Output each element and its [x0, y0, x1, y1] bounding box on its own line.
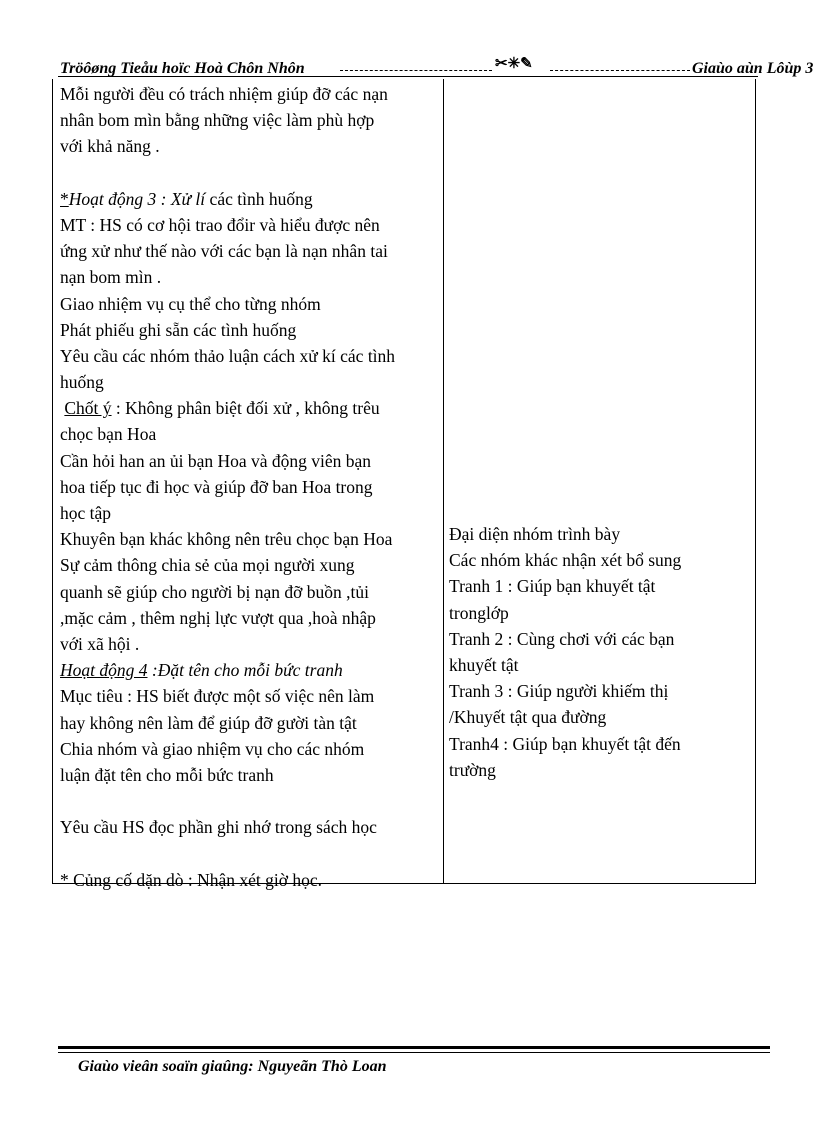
- header-rule: [58, 76, 758, 77]
- activity-4-title: Hoạt động 4: [60, 660, 148, 681]
- text-line: Mục tiêu : HS biết được một số việc nên làm: [60, 686, 375, 707]
- memo-line: Yêu cầu HS đọc phần ghi nhớ trong sách học: [60, 817, 377, 838]
- blank-line: [60, 788, 440, 814]
- text-line: học tập: [60, 503, 112, 523]
- text-line: Tranh4 : Giúp bạn khuyết tật đến: [449, 733, 681, 754]
- bullet-star: *: [60, 188, 69, 209]
- closing-line: * Củng cố dặn dò : Nhận xét giờ học.: [60, 869, 322, 890]
- text-line: với xã hội .: [60, 633, 140, 654]
- text-line: Tranh 1 : Giúp bạn khuyết tật: [449, 576, 656, 597]
- text-line: hay không nên làm để giúp đỡ gười tàn tật: [60, 712, 357, 733]
- text-line: chọc bạn Hoa: [60, 424, 157, 445]
- blank-line: [60, 840, 440, 866]
- text-line: với khả năng .: [60, 136, 160, 157]
- text-line: Mỗi người đều có trách nhiệm giúp đỡ các nạn: [60, 84, 388, 104]
- text-line: MT : HS có cơ hội trao đổir và hiểu được nên: [60, 214, 380, 235]
- activity-4-heading: [60, 657, 440, 683]
- text-line: Tranh 3 : Giúp người khiếm thị: [449, 681, 669, 702]
- conclusion-line: [60, 395, 440, 421]
- text-line: Các nhóm khác nhận xét bổ sung: [449, 550, 682, 571]
- teacher-activities-column: [60, 81, 440, 893]
- book-ornament-icon: ✂✳✎: [495, 56, 533, 72]
- text-line: luận đặt tên cho mỗi bức tranh: [60, 764, 274, 785]
- text-line: Phát phiếu ghi sẵn các tình huống: [60, 319, 297, 340]
- activity-4-title-rest: :Đặt tên cho mỗi bức tranh: [147, 660, 343, 681]
- school-name: Tröôøng Tieåu hoïc Hoà Chôn Nhôn: [60, 60, 305, 77]
- text-line: ứng xử như thế nào với các bạn là nạn nhân tai: [60, 241, 388, 262]
- text-line: Đại diện nhóm trình bày: [449, 524, 621, 544]
- text-line: khuyết tật: [449, 654, 519, 675]
- text-line: Chia nhóm và giao nhiệm vụ cho các nhóm: [60, 738, 365, 759]
- text-line: nạn bom mìn .: [60, 267, 162, 288]
- blank-line: [60, 160, 440, 186]
- text-line: quanh sẽ giúp cho người bị nạn đỡ buồn ,tủi: [60, 581, 369, 602]
- footer-teacher: Giaùo vieân soaïn giaûng: Nguyeãn Thò Loan: [78, 1058, 387, 1075]
- text-line: Cần hỏi han an ủi bạn Hoa và động viên bạn: [60, 450, 372, 471]
- grade-label: Giaùo aùn Lôùp 3: [692, 60, 814, 77]
- student-activities-column: [449, 521, 749, 783]
- text-line: Giao nhiệm vụ cụ thể cho từng nhóm: [60, 293, 321, 314]
- text-line: trường: [449, 759, 496, 780]
- activity-3-heading: [60, 186, 440, 212]
- text-line: ,mặc cảm , thêm nghị lực vượt qua ,hoà nhập: [60, 607, 376, 628]
- text-line: nhân bom mìn bằng những việc làm phù hợp: [60, 110, 375, 131]
- text-line: tronglớp: [449, 602, 509, 623]
- header-dash-right: [550, 70, 690, 71]
- header-dash-left: [340, 70, 492, 71]
- text-line: Khuyên bạn khác không nên trêu chọc bạn Hoa: [60, 529, 393, 550]
- footer-rule-thin: [58, 1052, 770, 1053]
- footer-rule-thick: [58, 1046, 770, 1049]
- text-line: hoa tiếp tục đi học và giúp đỡ ban Hoa trong: [60, 476, 373, 497]
- text-line: huống: [60, 372, 104, 393]
- text-line: Sự cảm thông chia sẻ của mọi người xung: [60, 555, 355, 576]
- column-divider: [443, 79, 444, 883]
- conclusion-text: : Không phân biệt đối xử , không trêu: [111, 398, 380, 419]
- page-header: [58, 56, 814, 80]
- text-line: Tranh 2 : Cùng chơi với các bạn: [449, 628, 675, 649]
- activity-3-title: Hoạt động 3 : Xử lí: [68, 188, 206, 209]
- lesson-table: [52, 79, 756, 890]
- activity-3-title-rest: các tình huống: [205, 188, 313, 209]
- text-line: /Khuyết tật qua đường: [449, 707, 607, 728]
- conclusion-label: Chốt ý: [64, 398, 112, 419]
- text-line: Yêu cầu các nhóm thảo luận cách xử kí các tình: [60, 345, 396, 366]
